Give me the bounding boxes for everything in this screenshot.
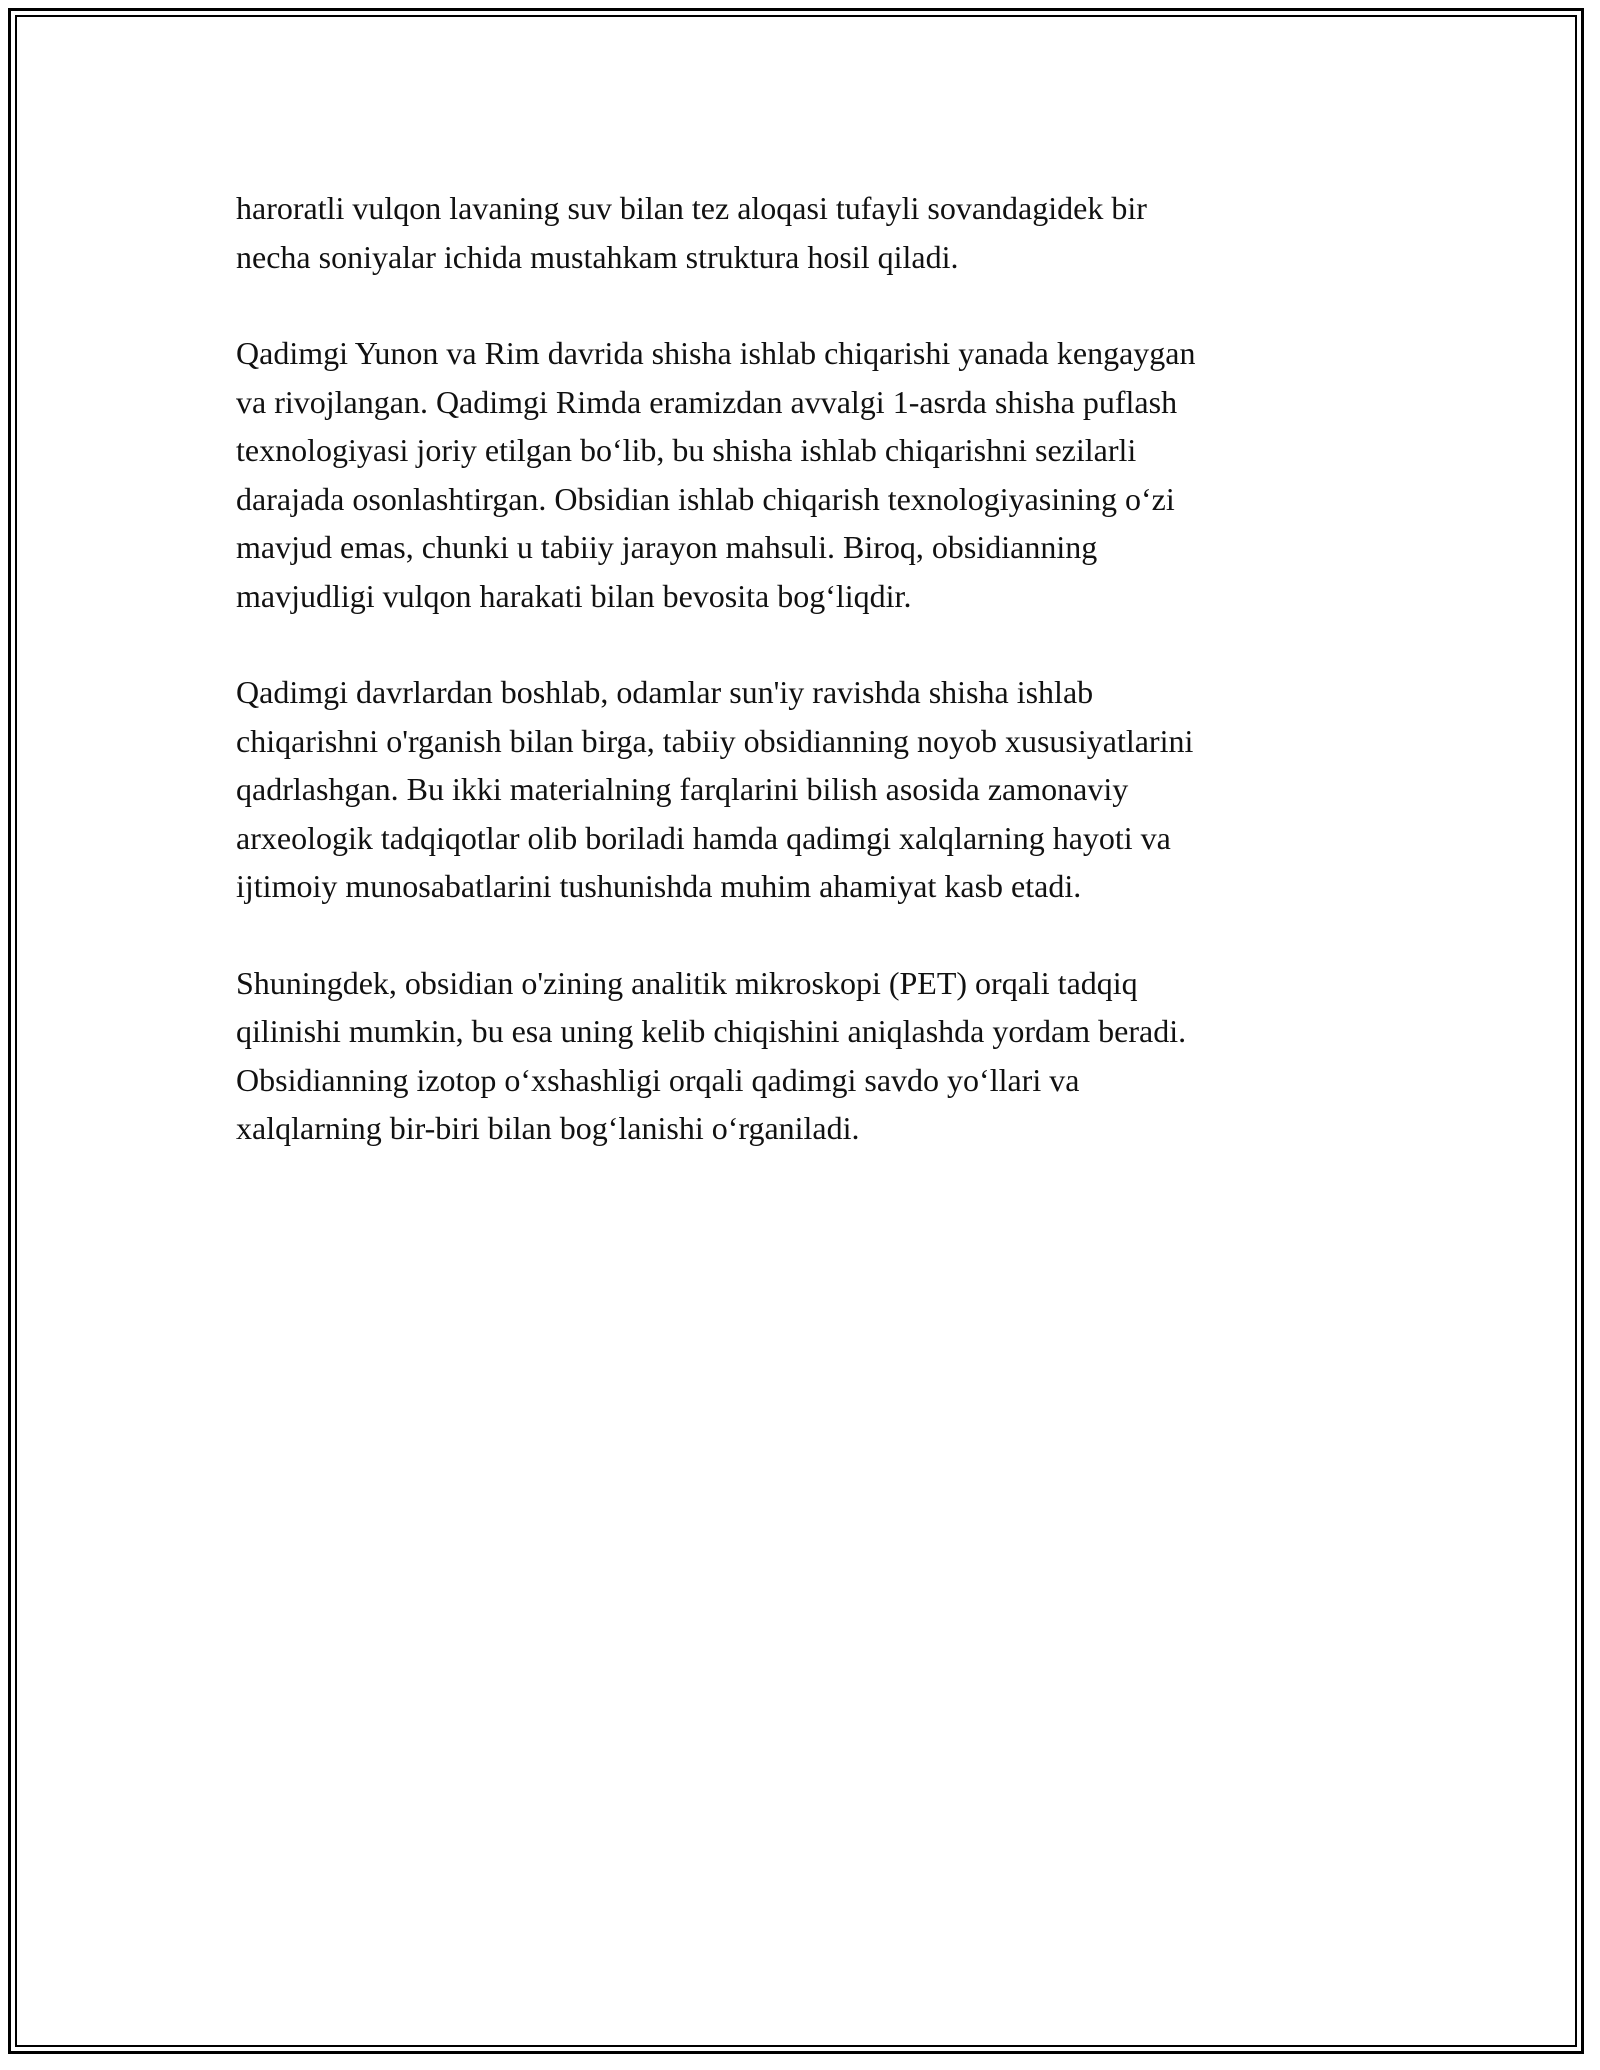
paragraph-4: Shuningdek, obsidian o'zining analitik mikroskopi (PET) orqali tadqiq qilinishi mumkin, bu esa uning kelib chiqishini aniqlashda yordam beradi. Obsidianning izotop o‘xshashligi orqali qadimgi savdo yo‘llari va xalqlarning bir-biri bilan bog‘lanishi o‘rganiladi. bbox=[236, 964, 1187, 1146]
paragraph-3: Qadimgi davrlardan boshlab, odamlar sun'iy ravishda shisha ishlab chiqarishni o'rganish bilan birga, tabiiy obsidianning noyob xususiyatlarini qadrlashgan. Bu ikki materialning farqlarini bilish asosida zamonaviy arxeologik tadqiqotlar olib boriladi hamda qadimgi xalqlarning hayoti va ijtimoiy munosabatlarini tushunishda muhim ahamiyat kasb etadi. bbox=[236, 674, 1194, 904]
paragraph-1: haroratli vulqon lavaning suv bilan tez aloqasi tufayli sovandagidek bir necha soniyalar ichida mustahkam struktura hosil qiladi. bbox=[236, 190, 1147, 275]
paragraph-2: Qadimgi Yunon va Rim davrida shisha ishlab chiqarishi yanada kengaygan va rivojlangan. Qadimgi Rimda eramizdan avvalgi 1-asrda shisha puflash texnologiyasi joriy etilgan bo‘lib, bu shisha ishlab chiqarishni sezilarli darajada osonlashtirgan. Obsidian ishlab chiqarish texnologiyasining o‘zi mavjud emas, chunki u tabiiy jarayon mahsuli. Biroq, obsidianning mavjudligi vulqon harakati bilan bevosita bog‘liqdir. bbox=[236, 335, 1196, 614]
document-body bbox=[236, 184, 1376, 1201]
